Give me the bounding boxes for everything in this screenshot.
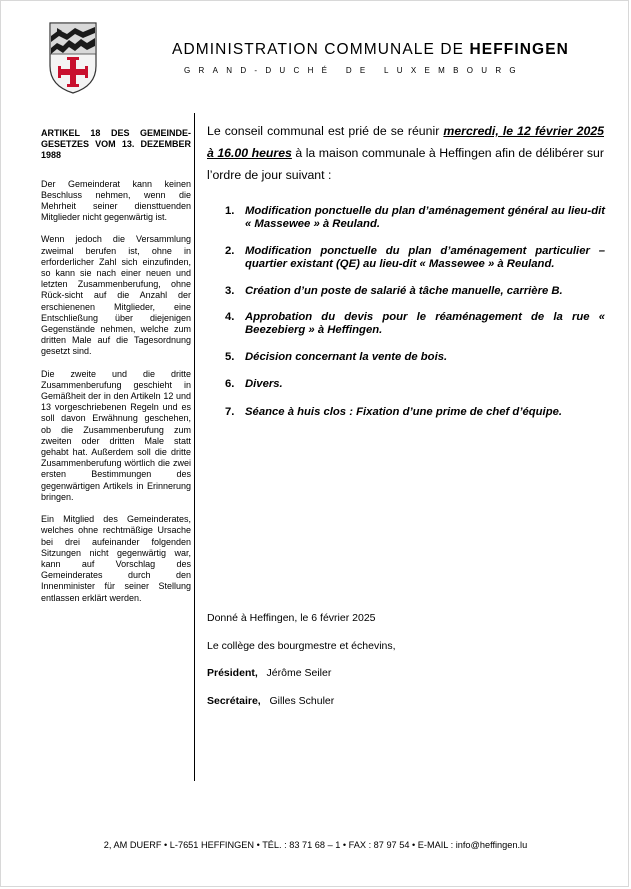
agenda-item-number: 7. — [225, 405, 235, 418]
intro-text: Le conseil communal est prié de se réunir — [207, 124, 444, 138]
agenda-item-number: 5. — [225, 350, 235, 363]
agenda-item — [222, 245, 605, 272]
agenda-item — [222, 285, 605, 298]
agenda-item-text: Création d’un poste de salarié à tâche manuelle, carrière B. — [245, 284, 563, 297]
signature-college: Le collège des bourgmestre et échevins, — [207, 640, 396, 652]
president-label: Président, — [207, 667, 258, 679]
agenda-item-number: 4. — [225, 311, 235, 324]
meeting-datetime: mercredi, le 12 février 2025 à 16.00 heures — [207, 124, 604, 160]
agenda-item — [222, 205, 605, 232]
agenda-item — [222, 311, 605, 338]
legal-paragraph: Der Gemeinderat kann keinen Beschluss nehmen, wenn die Mehrheit seiner diensttuenden Mitglieder nicht gegenwärtig ist. — [41, 178, 191, 223]
agenda-item — [222, 406, 605, 419]
agenda-item-number: 2. — [225, 244, 235, 257]
intro-text-continued: à la maison communale à Heffingen afin de délibérer sur l’ordre de jour suivant : — [207, 146, 604, 182]
legal-paragraph: Die zweite und die dritte Zusammenberufung geschieht in Gemäßheit der in den Artikeln 12 und 13 vorgeschriebenen Regeln und es soll davon Erwähnung geschehen, ob die Zusammenberufung zum zweiten oder dritten Male statt gehabt hat. Außerdem soll die dritte Zusammenberufung wörtlich die zwei ersten Bestimmungen des gegenwärtigen Artikels in Erinnerung bringen. — [41, 368, 191, 502]
coat-of-arms-icon — [49, 22, 97, 94]
agenda-item-text: Décision concernant la vente de bois. — [245, 350, 448, 363]
address-footer: 2, AM DUERF • L-7651 HEFFINGEN • TÉL. : 83 71 68 – 1 • FAX : 87 97 54 • E-MAIL : info@heffingen.lu — [103, 840, 528, 850]
agenda-list — [222, 205, 605, 419]
convocation-intro — [207, 120, 604, 186]
agenda-item-text: Divers. — [245, 378, 283, 391]
secretary-label: Secrétaire, — [207, 695, 261, 707]
agenda-item-text: Approbation du devis pour le réaménagement de la rue « Beezebierg » à Heffingen. — [245, 311, 605, 337]
agenda-item — [222, 351, 605, 364]
legal-paragraph: Ein Mitglied des Gemeinderates, welches ohne rechtmäßige Ursache bei drei aufeinander folgenden Sitzungen nicht gegenwärtig war, kann auf Vorschlag des Gemeinderates durch den Innenminister für seiner Stellung entlassen erklärt werden. — [41, 514, 191, 603]
legal-notice-heading: ARTIKEL 18 DES GEMEINDE-GESETZES VOM 13. DEZEMBER 1988 — [41, 128, 191, 161]
agenda-item-text: Séance à huis clos : Fixation d’une prime de chef d’équipe. — [245, 405, 563, 418]
title-prefix: ADMINISTRATION COMMUNALE DE — [172, 41, 470, 58]
column-divider — [194, 113, 195, 781]
secretary-name: Gilles Schuler — [269, 695, 335, 707]
page-subtitle: GRAND-DUCHÉ DE LUXEMBOURG — [184, 66, 524, 75]
president-name: Jérôme Seiler — [266, 667, 332, 679]
signature-date: Donné à Heffingen, le 6 février 2025 — [207, 612, 376, 624]
legal-paragraph: Wenn jedoch die Versammlung zweimal berufen ist, ohne in erforderlicher Zahl sich einzufinden, so kann sie nach einer neuen und letzten Zusammenberufung, ohne Rück-sicht auf die Anzahl der erschienenen Mitglieder, eine Entschließung über diejenigen Gegenstände nehmen, welche zum dritten Male auf die Tagesordnung gesetzt sind. — [41, 234, 191, 357]
agenda-item-number: 3. — [225, 284, 235, 297]
agenda-item-number: 1. — [225, 205, 235, 217]
agenda-item-text: Modification ponctuelle du plan d’aménagement général au lieu-dit « Massewee » à Reuland. — [245, 205, 605, 231]
agenda-item-text: Modification ponctuelle du plan d’aménagement particulier – quartier existant (QE) au lieu-dit « Massewee » à Reuland. — [245, 244, 605, 271]
title-municipality: HEFFINGEN — [469, 41, 569, 58]
agenda-item — [222, 378, 605, 391]
convocation-body — [207, 120, 604, 186]
agenda-item-number: 6. — [225, 378, 235, 391]
signature-secretary — [207, 695, 334, 707]
legal-notice-column — [41, 128, 191, 615]
signature-president — [207, 667, 331, 679]
page-title — [172, 41, 592, 59]
